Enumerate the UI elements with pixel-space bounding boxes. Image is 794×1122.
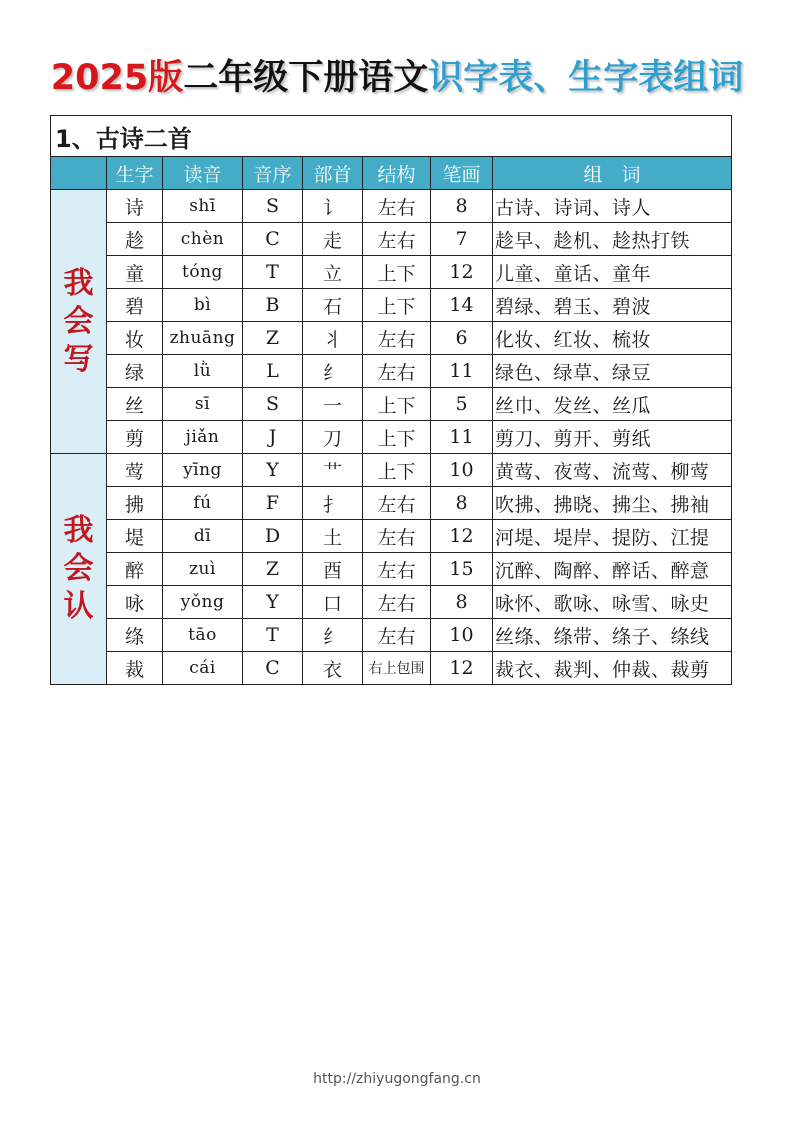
table-row (51, 454, 732, 487)
table-row (51, 223, 732, 256)
cell-structure: 上下 (363, 454, 431, 487)
cell-char: 堤 (107, 520, 163, 553)
table-row (51, 289, 732, 322)
cell-char: 醉 (107, 553, 163, 586)
cell-char: 绿 (107, 355, 163, 388)
cell-initial: Z (243, 322, 303, 355)
cell-words: 裁衣、裁判、仲裁、裁剪 (493, 652, 732, 685)
cell-initial: F (243, 487, 303, 520)
section-heading: 1、古诗二首 (51, 116, 732, 157)
table-row (51, 322, 732, 355)
title-year-edition: 2025版 (50, 58, 184, 98)
table-row (51, 520, 732, 553)
cell-pinyin: zuì (163, 553, 243, 586)
cell-words: 剪刀、剪开、剪纸 (493, 421, 732, 454)
cell-initial: Z (243, 553, 303, 586)
cell-words: 沉醉、陶醉、醉话、醉意 (493, 553, 732, 586)
cell-strokes: 12 (431, 520, 493, 553)
cell-pinyin: yīng (163, 454, 243, 487)
header-blank (51, 157, 107, 190)
cell-pinyin: sī (163, 388, 243, 421)
table-row (51, 190, 732, 223)
cell-strokes: 8 (431, 487, 493, 520)
cell-strokes: 11 (431, 421, 493, 454)
cell-initial: Y (243, 586, 303, 619)
cell-radical: 土 (303, 520, 363, 553)
cell-strokes: 10 (431, 619, 493, 652)
cell-pinyin: fú (163, 487, 243, 520)
cell-structure: 左右 (363, 190, 431, 223)
cell-char: 诗 (107, 190, 163, 223)
character-table (50, 115, 732, 685)
cell-initial: T (243, 256, 303, 289)
cell-char: 莺 (107, 454, 163, 487)
cell-pinyin: zhuāng (163, 322, 243, 355)
cell-words: 吹拂、拂晓、拂尘、拂袖 (493, 487, 732, 520)
cell-strokes: 6 (431, 322, 493, 355)
cell-structure: 左右 (363, 520, 431, 553)
cell-radical: 讠 (303, 190, 363, 223)
cell-pinyin: tāo (163, 619, 243, 652)
table-row (51, 553, 732, 586)
cell-char: 妆 (107, 322, 163, 355)
cell-radical: 扌 (303, 487, 363, 520)
cell-structure: 上下 (363, 388, 431, 421)
cell-char: 裁 (107, 652, 163, 685)
cell-strokes: 12 (431, 256, 493, 289)
cell-radical: 石 (303, 289, 363, 322)
cell-pinyin: tóng (163, 256, 243, 289)
cell-initial: L (243, 355, 303, 388)
column-header-row (51, 157, 732, 190)
table-row (51, 652, 732, 685)
cell-initial: J (243, 421, 303, 454)
table-row (51, 421, 732, 454)
group-label-write (51, 190, 107, 454)
cell-strokes: 12 (431, 652, 493, 685)
cell-pinyin: dī (163, 520, 243, 553)
cell-initial: Y (243, 454, 303, 487)
group-label-recognize (51, 454, 107, 685)
cell-radical: 刀 (303, 421, 363, 454)
cell-words: 丝巾、发丝、丝瓜 (493, 388, 732, 421)
cell-char: 绦 (107, 619, 163, 652)
title-table-name: 识字表、生字表组词 (428, 58, 744, 98)
cell-structure: 左右 (363, 355, 431, 388)
cell-pinyin: bì (163, 289, 243, 322)
cell-char: 童 (107, 256, 163, 289)
cell-radical: 衣 (303, 652, 363, 685)
cell-strokes: 11 (431, 355, 493, 388)
table-row (51, 388, 732, 421)
cell-radical: 酉 (303, 553, 363, 586)
header-char: 生字 (107, 157, 163, 190)
cell-structure: 上下 (363, 256, 431, 289)
cell-strokes: 14 (431, 289, 493, 322)
section-title-row (51, 116, 732, 157)
group-label-text: 我会写 (63, 265, 94, 377)
cell-words: 河堤、堤岸、提防、江提 (493, 520, 732, 553)
header-structure: 结构 (363, 157, 431, 190)
cell-initial: C (243, 223, 303, 256)
cell-strokes: 10 (431, 454, 493, 487)
cell-words: 化妆、红妆、梳妆 (493, 322, 732, 355)
cell-strokes: 5 (431, 388, 493, 421)
cell-structure: 左右 (363, 487, 431, 520)
cell-radical: 口 (303, 586, 363, 619)
title-grade-subject: 二年级下册语文 (183, 58, 429, 98)
cell-structure: 上下 (363, 289, 431, 322)
header-words: 组 词 (493, 157, 732, 190)
group-label-text: 我会认 (63, 513, 94, 624)
cell-initial: T (243, 619, 303, 652)
cell-words: 绿色、绿草、绿豆 (493, 355, 732, 388)
cell-structure: 左右 (363, 223, 431, 256)
cell-radical: 纟 (303, 355, 363, 388)
cell-char: 趁 (107, 223, 163, 256)
cell-structure: 左右 (363, 586, 431, 619)
table-row (51, 586, 732, 619)
cell-char: 咏 (107, 586, 163, 619)
cell-char: 碧 (107, 289, 163, 322)
cell-words: 趁早、趁机、趁热打铁 (493, 223, 732, 256)
header-initial: 音序 (243, 157, 303, 190)
cell-radical: 艹 (303, 454, 363, 487)
cell-char: 丝 (107, 388, 163, 421)
page-title (0, 50, 794, 100)
cell-radical: 丬 (303, 322, 363, 355)
cell-strokes: 8 (431, 190, 493, 223)
cell-words: 丝绦、绦带、绦子、绦线 (493, 619, 732, 652)
cell-char: 拂 (107, 487, 163, 520)
cell-pinyin: cái (163, 652, 243, 685)
cell-words: 儿童、童话、童年 (493, 256, 732, 289)
cell-initial: S (243, 190, 303, 223)
cell-pinyin: lǜ (163, 355, 243, 388)
cell-pinyin: yǒng (163, 586, 243, 619)
cell-radical: 立 (303, 256, 363, 289)
footer-url: http://zhiyugongfang.cn (313, 1071, 481, 1087)
header-radical: 部首 (303, 157, 363, 190)
cell-strokes: 7 (431, 223, 493, 256)
cell-structure: 上下 (363, 421, 431, 454)
cell-strokes: 8 (431, 586, 493, 619)
cell-structure: 右上包围 (363, 652, 431, 685)
cell-words: 黄莺、夜莺、流莺、柳莺 (493, 454, 732, 487)
cell-radical: 纟 (303, 619, 363, 652)
cell-initial: S (243, 388, 303, 421)
cell-structure: 左右 (363, 553, 431, 586)
table-row (51, 256, 732, 289)
cell-pinyin: jiǎn (163, 421, 243, 454)
cell-radical: 走 (303, 223, 363, 256)
cell-words: 碧绿、碧玉、碧波 (493, 289, 732, 322)
cell-initial: D (243, 520, 303, 553)
cell-initial: B (243, 289, 303, 322)
table-row (51, 619, 732, 652)
cell-words: 古诗、诗词、诗人 (493, 190, 732, 223)
cell-pinyin: shī (163, 190, 243, 223)
header-pinyin: 读音 (163, 157, 243, 190)
cell-initial: C (243, 652, 303, 685)
table-row (51, 355, 732, 388)
header-strokes: 笔画 (431, 157, 493, 190)
cell-char: 剪 (107, 421, 163, 454)
table-row (51, 487, 732, 520)
cell-strokes: 15 (431, 553, 493, 586)
cell-pinyin: chèn (163, 223, 243, 256)
cell-words: 咏怀、歌咏、咏雪、咏史 (493, 586, 732, 619)
cell-radical: 一 (303, 388, 363, 421)
cell-structure: 左右 (363, 322, 431, 355)
cell-structure: 左右 (363, 619, 431, 652)
